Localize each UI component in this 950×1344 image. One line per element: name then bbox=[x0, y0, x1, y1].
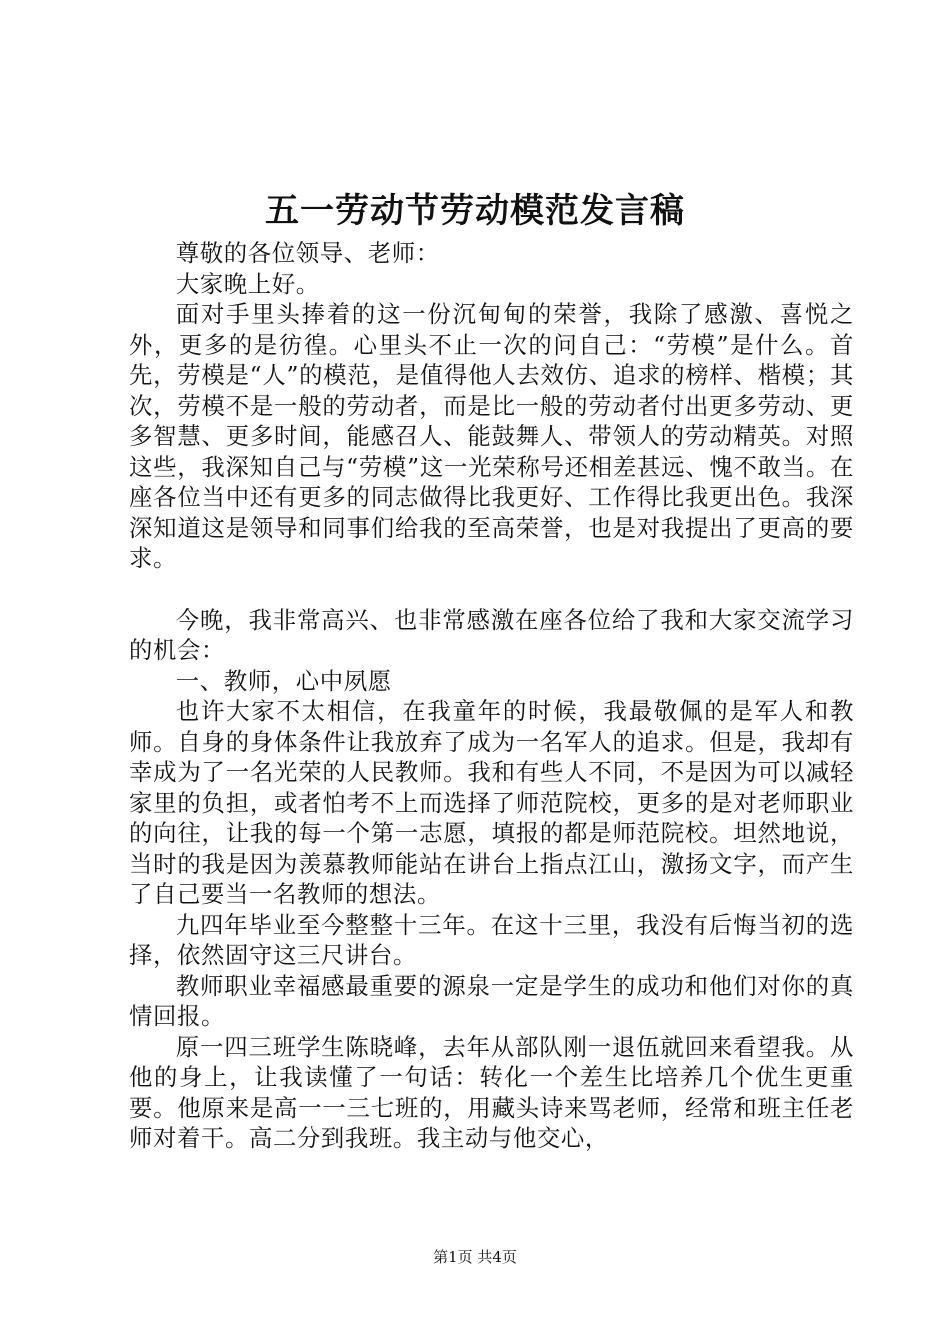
body-paragraph: 九四年毕业至今整整十三年。在这十三里，我没有后悔当初的选择，依然固守这三尺讲台。 bbox=[129, 910, 854, 969]
body-paragraph: 原一四三班学生陈晓峰，去年从部队刚一退伍就回来看望我。从他的身上，让我读懂了一句话：转化一个差生比培养几个优生更重要。他原来是高一一三七班的，用藏头诗来骂老师，经常和班主任老师对着干。高二分到我班。我主动与他交心， bbox=[129, 1032, 854, 1152]
body-paragraph: 教师职业幸福感最重要的源泉一定是学生的成功和他们对你的真情回报。 bbox=[129, 971, 854, 1030]
body-paragraph: 今晚，我非常高兴、也非常感激在座各位给了我和大家交流学习的机会： bbox=[129, 605, 854, 664]
document-body bbox=[129, 238, 854, 1154]
section-heading: 一、教师，心中夙愿 bbox=[175, 666, 392, 695]
salutation-paragraph: 大家晚上好。 bbox=[175, 269, 320, 298]
body-paragraph: 面对手里头捧着的这一份沉甸甸的荣誉，我除了感激、喜悦之外，更多的是彷徨。心里头不止一次的问自己：“劳模”是什么。首先，劳模是“人”的模范，是值得他人去效仿、追求的榜样、楷模；其次，劳模不是一般的劳动者，而是比一般的劳动者付出更多劳动、更多智慧、更多时间，能感召人、能鼓舞人、带领人的劳动精英。对照这些，我深知自己与“劳模”这一光荣称号还相差甚远、愧不敢当。在座各位当中还有更多的同志做得比我更好、工作得比我更出色。我深深知道这是领导和同事们给我的至高荣誉，也是对我提出了更高的要求。 bbox=[129, 300, 854, 572]
document-title: 五一劳动节劳动模范发言稿 bbox=[265, 191, 685, 231]
greeting-paragraph: 尊敬的各位领导、老师： bbox=[175, 239, 440, 267]
page-number-footer: 第1页 共4页 bbox=[433, 1248, 517, 1266]
body-paragraph: 也许大家不太相信，在我童年的时候，我最敬佩的是军人和教师。自身的身体条件让我放弃了成为一名军人的追求。但是，我却有幸成为了一名光荣的人民教师。我和有些人不同，不是因为可以减轻家里的负担，或者怕考不上而选择了师范院校，更多的是对老师职业的向往，让我的每一个第一志愿，填报的都是师范院校。坦然地说，当时的我是因为羡慕教师能站在讲台上指点江山，激扬文字，而产生了自己要当一名教师的想法。 bbox=[129, 697, 854, 908]
